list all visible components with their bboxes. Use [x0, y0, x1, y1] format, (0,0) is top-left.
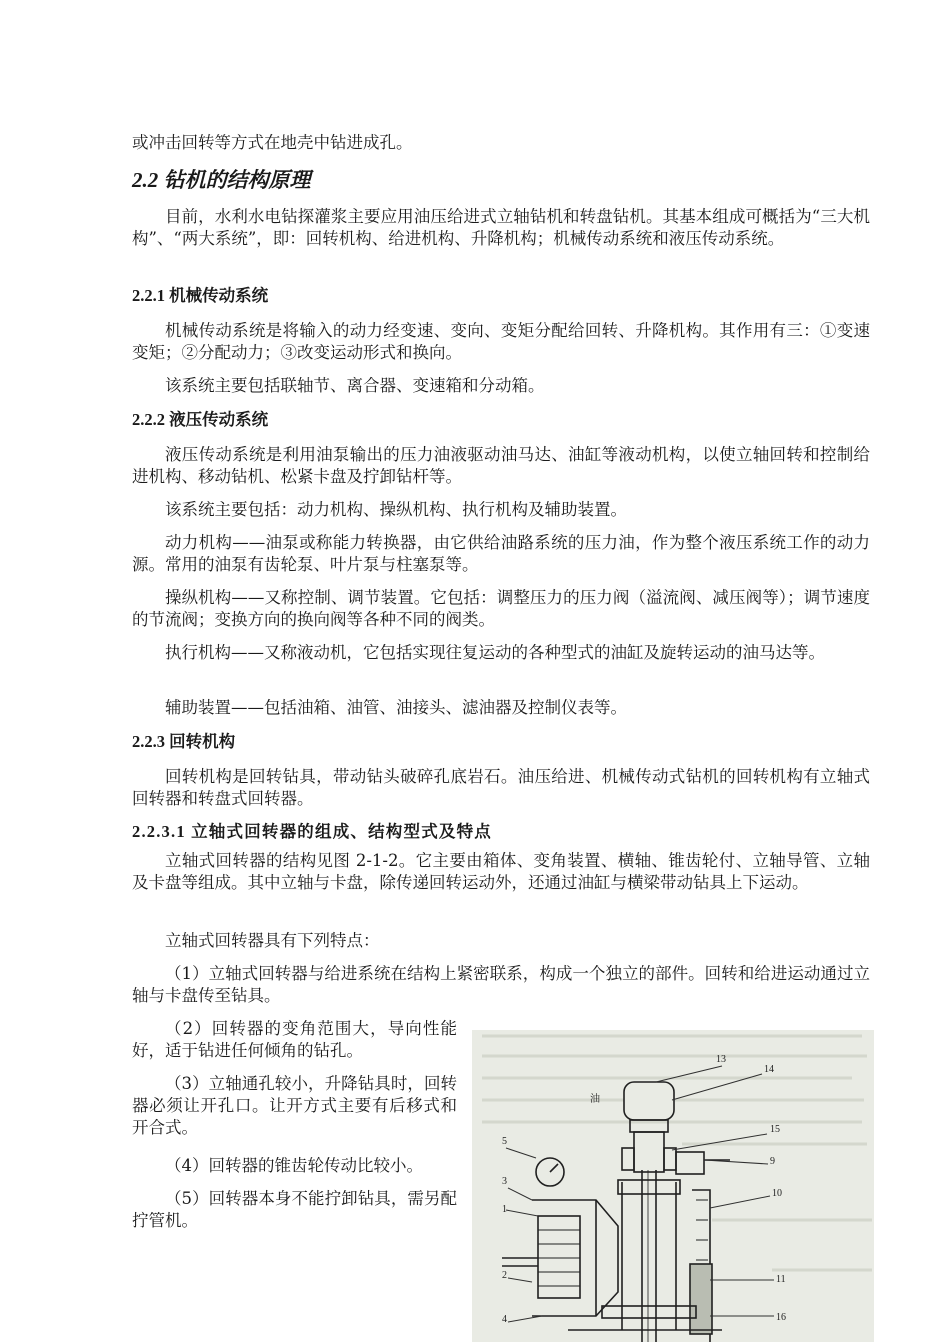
callout-1: 1 — [502, 1204, 507, 1215]
intro-continuation: 或冲击回转等方式在地壳中钻进成孔。 — [132, 133, 413, 152]
callout-9: 9 — [770, 1156, 775, 1167]
feature-item-4: （4）回转器的锥齿轮传动比较小。 — [165, 1156, 423, 1175]
callout-4: 4 — [502, 1314, 507, 1325]
callout-16: 16 — [776, 1312, 786, 1323]
callout-11: 11 — [776, 1274, 786, 1285]
paragraph-2-2-3-1-a: 立轴式回转器的结构见图 2-1-2。它主要由箱体、变角装置、横轴、锥齿轮付、立轴导管、立轴及卡盘等组成。其中立轴与卡盘，除传递回转运动外，还通过油缸与横梁带动钻具上下运动。 — [132, 851, 870, 892]
section-heading-2-2-2: 2.2.2 液压传动系统 — [132, 410, 269, 429]
rotator-drawing — [472, 1030, 874, 1342]
callout-14: 14 — [764, 1064, 774, 1075]
paragraph-2-2-2-c: 动力机构——油泵或称能力转换器，由它供给油路系统的压力油，作为整个液压系统工作的动力源。常用的油泵有齿轮泵、叶片泵与柱塞泵等。 — [132, 533, 870, 574]
section-heading-2-2-3: 2.2.3 回转机构 — [132, 732, 236, 751]
paragraph-2-2-2-a: 液压传动系统是利用油泵输出的压力油液驱动油马达、油缸等液动机构，以使立轴回转和控制给进机构、移动钻机、松紧卡盘及拧卸钻杆等。 — [132, 445, 870, 486]
paragraph-2-2-2-e: 执行机构——又称液动机，它包括实现往复运动的各种型式的油缸及旋转运动的油马达等。 — [165, 643, 825, 662]
paragraph-2-2-3-1-b: 立轴式回转器具有下列特点： — [165, 931, 380, 950]
feature-item-3: （3）立轴通孔较小，升降钻具时，回转器必须让开孔口。让开方式主要有后移式和开合式。 — [132, 1074, 457, 1137]
paragraph-2-2-1-a: 机械传动系统是将输入的动力经变速、变向、变矩分配给回转、升降机构。其作用有三：①变速变矩；②分配动力；③改变运动形式和换向。 — [132, 321, 870, 362]
paragraph-2-2: 目前，水利水电钻探灌浆主要应用油压给进式立轴钻机和转盘钻机。其基本组成可概括为“三大机构”、“两大系统”，即：回转机构、给进机构、升降机构；机械传动系统和液压传动系统。 — [132, 207, 870, 248]
figure-oil-label: 油 — [590, 1094, 600, 1105]
feature-item-5: （5）回转器本身不能拧卸钻具，需另配拧管机。 — [132, 1189, 457, 1230]
callout-3: 3 — [502, 1176, 507, 1187]
callout-5: 5 — [502, 1136, 507, 1147]
rotator-structure-figure — [472, 1030, 874, 1342]
paragraph-2-2-2-f: 辅助装置——包括油箱、油管、油接头、滤油器及控制仪表等。 — [165, 698, 627, 717]
callout-2: 2 — [502, 1270, 507, 1281]
feature-item-1: （1）立轴式回转器与给进系统在结构上紧密联系，构成一个独立的部件。回转和给进运动通过立轴与卡盘传至钻具。 — [132, 964, 870, 1005]
section-heading-2-2: 2.2 钻机的结构原理 — [132, 168, 311, 192]
paragraph-2-2-1-b: 该系统主要包括联轴节、离合器、变速箱和分动箱。 — [165, 376, 545, 395]
paragraph-2-2-2-d: 操纵机构——又称控制、调节装置。它包括：调整压力的压力阀（溢流阀、减压阀等）；调节速度的节流阀；变换方向的换向阀等各种不同的阀类。 — [132, 588, 870, 629]
paragraph-2-2-2-b: 该系统主要包括：动力机构、操纵机构、执行机构及辅助装置。 — [165, 500, 627, 519]
section-heading-2-2-1: 2.2.1 机械传动系统 — [132, 286, 269, 305]
callout-13: 13 — [716, 1054, 726, 1065]
scan-bleed-lines — [482, 1036, 872, 1270]
callout-15: 15 — [770, 1124, 780, 1135]
feature-item-2: （2）回转器的变角范围大，导向性能好，适于钻进任何倾角的钻孔。 — [132, 1019, 457, 1060]
callout-10: 10 — [772, 1188, 782, 1199]
section-heading-2-2-3-1: 2.2.3.1 立轴式回转器的组成、结构型式及特点 — [132, 822, 492, 841]
paragraph-2-2-3: 回转机构是回转钻具，带动钻头破碎孔底岩石。油压给进、机械传动式钻机的回转机构有立轴式回转器和转盘式回转器。 — [132, 767, 870, 808]
